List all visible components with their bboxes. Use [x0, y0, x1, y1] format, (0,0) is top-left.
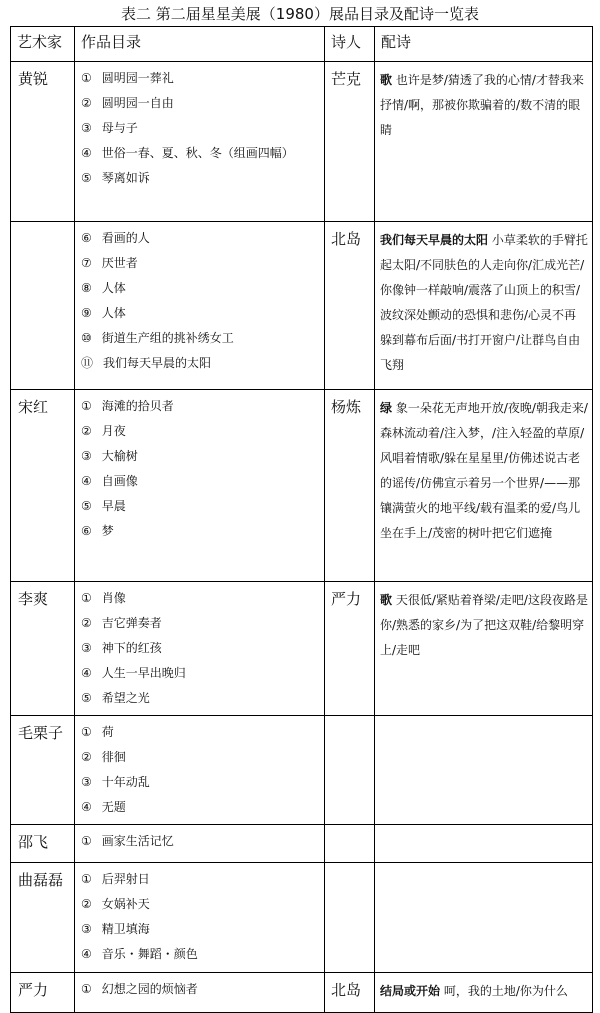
artist-cell: 严力: [11, 973, 75, 1013]
table-row: [11, 582, 593, 716]
poem-cell: [375, 582, 593, 716]
item-number: ⑤: [81, 691, 92, 705]
item-number: ①: [81, 872, 92, 886]
item-number: ①: [81, 399, 92, 413]
work-title: 希望之光: [101, 691, 150, 705]
item-number: ①: [81, 982, 92, 996]
item-number: ④: [81, 947, 92, 961]
poet-cell: [325, 863, 375, 973]
works-cell: [75, 825, 325, 863]
poet-cell: 芒克: [325, 62, 375, 222]
item-number: ②: [81, 616, 92, 630]
list-item: [81, 301, 324, 326]
list-item: [81, 166, 324, 191]
work-title: 肖像: [101, 591, 126, 605]
exhibit-table: [10, 26, 593, 1013]
poem-title: 绿: [380, 401, 393, 415]
work-title: 早晨: [101, 499, 126, 513]
work-title: 人体: [101, 281, 126, 295]
work-title: 无题: [101, 800, 126, 814]
item-number: ⑤: [81, 171, 92, 185]
list-item: [81, 611, 324, 636]
poem-text: 也许是梦/猜透了我的心情/才替我来抒情/啊，那被你欺骗着的/数不清的眼睛: [380, 73, 584, 137]
table-row: [11, 863, 593, 973]
item-number: ②: [81, 897, 92, 911]
list-item: [81, 586, 324, 611]
artist-cell: 李爽: [11, 582, 75, 716]
works-list: [75, 973, 324, 1006]
work-title: 梦: [101, 524, 114, 538]
artist-cell: 邵飞: [11, 825, 75, 863]
table-title: 表二 第二届星星美展（1980）展品目录及配诗一览表: [121, 5, 479, 23]
list-item: [81, 394, 324, 419]
artist-cell: 曲磊磊: [11, 863, 75, 973]
item-number: ⑥: [81, 231, 92, 245]
list-item: [81, 720, 324, 745]
item-number: ①: [81, 725, 92, 739]
table-row: [11, 716, 593, 825]
list-item: [81, 276, 324, 301]
works-cell: [75, 62, 325, 222]
work-title: 海滩的拾贝者: [101, 399, 174, 413]
header-works: 作品目录: [75, 27, 325, 62]
header-poem: 配诗: [375, 27, 593, 62]
list-item: [81, 469, 324, 494]
work-title: 音乐・舞蹈・颜色: [101, 947, 198, 961]
work-title: 圆明园一葬礼: [101, 71, 174, 85]
item-number: ⑤: [81, 499, 92, 513]
works-cell: [75, 716, 325, 825]
work-title: 徘徊: [101, 750, 126, 764]
works-cell: [75, 863, 325, 973]
work-title: 人体: [101, 306, 126, 320]
works-list: [75, 863, 324, 971]
poem-text: 呵，我的土地/你为什么: [443, 984, 568, 998]
artist-cell: 毛栗子: [11, 716, 75, 825]
list-item: [81, 942, 324, 967]
work-title: 荷: [101, 725, 114, 739]
list-item: [81, 116, 324, 141]
works-list: [75, 825, 324, 858]
work-title: 人生一早出晚归: [101, 666, 186, 680]
header-poet: 诗人: [325, 27, 375, 62]
list-item: [81, 829, 324, 854]
list-item: [81, 419, 324, 444]
list-item: [81, 770, 324, 795]
works-list: [75, 582, 324, 715]
poet-cell: [325, 825, 375, 863]
artist-cell: [11, 222, 75, 390]
list-item: [81, 141, 324, 166]
list-item: [81, 251, 324, 276]
table-row: [11, 825, 593, 863]
item-number: ④: [81, 800, 92, 814]
work-title: 母与子: [101, 121, 138, 135]
list-item: [81, 686, 324, 711]
list-item: [81, 977, 324, 1002]
poet-cell: 严力: [325, 582, 375, 716]
poet-cell: 北岛: [325, 222, 375, 390]
item-number: ④: [81, 666, 92, 680]
artist-cell: 黄锐: [11, 62, 75, 222]
poem-cell: [375, 716, 593, 825]
work-title: 圆明园一自由: [101, 96, 174, 110]
poem-title: 我们每天早晨的太阳: [380, 233, 489, 247]
poem-text: 象一朵花无声地开放/夜晚/朝我走来/森林流动着/注入梦，/注入轻盈的草原/风唱着情歌/躲在星星里/仿佛述说古老的谣传/仿佛宣示着另一个世界/——那镶满萤火的地平线/载有温柔的爱/鸟儿坐在手上/茂密的树叶把它们遮掩: [380, 401, 588, 540]
table-row: [11, 390, 593, 582]
list-item: [81, 444, 324, 469]
table-row: [11, 222, 593, 390]
list-item: [81, 745, 324, 770]
list-item: [81, 494, 324, 519]
list-item: [81, 917, 324, 942]
item-number: ③: [81, 641, 92, 655]
item-number: ④: [81, 146, 92, 160]
work-title: 自画像: [101, 474, 138, 488]
works-list: [75, 390, 324, 548]
works-cell: [75, 973, 325, 1013]
list-item: [81, 351, 324, 376]
work-title: 我们每天早晨的太阳: [103, 356, 212, 370]
table-body: [11, 62, 593, 1013]
item-number: ②: [81, 424, 92, 438]
work-title: 幻想之园的烦恼者: [101, 982, 198, 996]
work-title: 画家生活记忆: [101, 834, 174, 848]
list-item: [81, 226, 324, 251]
item-number: ⑧: [81, 281, 92, 295]
poem-cell: [375, 973, 593, 1013]
item-number: ①: [81, 71, 92, 85]
header-artist: 艺术家: [11, 27, 75, 62]
works-list: [75, 716, 324, 824]
item-number: ①: [81, 591, 92, 605]
poem-title: 歌: [380, 73, 393, 87]
item-number: ⑪: [81, 356, 94, 370]
list-item: [81, 636, 324, 661]
item-number: ③: [81, 775, 92, 789]
works-list: [75, 62, 324, 195]
poem-title: 结局或开始: [380, 984, 441, 998]
works-cell: [75, 222, 325, 390]
work-title: 大榆树: [101, 449, 138, 463]
item-number: ⑨: [81, 306, 92, 320]
work-title: 厌世者: [101, 256, 138, 270]
list-item: [81, 326, 324, 351]
works-cell: [75, 390, 325, 582]
list-item: [81, 795, 324, 820]
work-title: 月夜: [101, 424, 126, 438]
item-number: ②: [81, 96, 92, 110]
poet-cell: 北岛: [325, 973, 375, 1013]
work-title: 神下的红孩: [101, 641, 162, 655]
work-title: 后羿射日: [101, 872, 150, 886]
header-row: [11, 27, 593, 62]
work-title: 精卫填海: [101, 922, 150, 936]
item-number: ⑩: [81, 331, 92, 345]
work-title: 看画的人: [101, 231, 150, 245]
poem-cell: [375, 863, 593, 973]
works-list: [75, 222, 324, 380]
work-title: 吉它弹奏者: [101, 616, 162, 630]
list-item: [81, 66, 324, 91]
poem-cell: [375, 390, 593, 582]
artist-cell: 宋红: [11, 390, 75, 582]
work-title: 女娲补天: [101, 897, 150, 911]
poem-cell: [375, 62, 593, 222]
works-cell: [75, 582, 325, 716]
list-item: [81, 91, 324, 116]
work-title: 琴离如诉: [101, 171, 150, 185]
poem-cell: [375, 222, 593, 390]
work-title: 世俗一春、夏、秋、冬（组画四幅）: [101, 146, 294, 160]
item-number: ④: [81, 474, 92, 488]
table-row: [11, 973, 593, 1013]
item-number: ③: [81, 922, 92, 936]
item-number: ①: [81, 834, 92, 848]
poet-cell: [325, 716, 375, 825]
poet-cell: 杨炼: [325, 390, 375, 582]
list-item: [81, 661, 324, 686]
poem-text: 天很低/紧贴着脊梁/走吧/这段夜路是你/熟悉的家乡/为了把这双鞋/给黎明穿上/走吧: [380, 593, 588, 657]
list-item: [81, 519, 324, 544]
list-item: [81, 892, 324, 917]
item-number: ⑥: [81, 524, 92, 538]
list-item: [81, 867, 324, 892]
poem-title: 歌: [380, 593, 393, 607]
work-title: 十年动乱: [101, 775, 150, 789]
poem-text: 小草柔软的手臂托起太阳/不同肤色的人走向你/汇成光芒/你像钟一样敲响/震落了山顶上的积雪/波纹深处颤动的恐惧和悲伤/心灵不再躲到幕布后面/书打开窗户/让群鸟自由飞翔: [380, 233, 588, 372]
item-number: ③: [81, 121, 92, 135]
item-number: ⑦: [81, 256, 92, 270]
item-number: ③: [81, 449, 92, 463]
poem-cell: [375, 825, 593, 863]
work-title: 街道生产组的挑补绣女工: [101, 331, 234, 345]
item-number: ②: [81, 750, 92, 764]
table-row: [11, 62, 593, 222]
